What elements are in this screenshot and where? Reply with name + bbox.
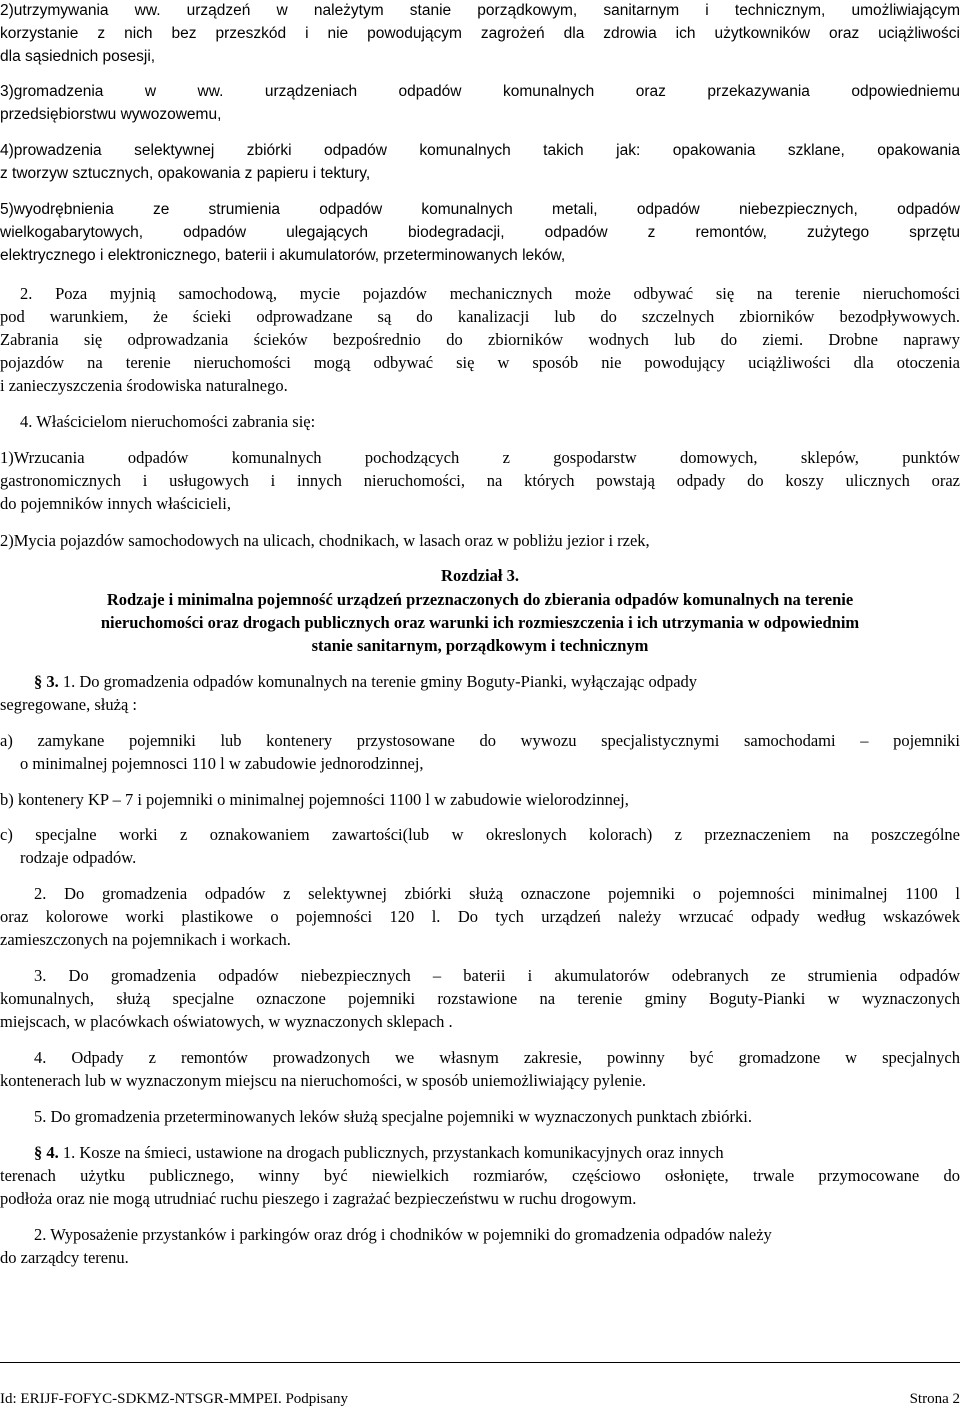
text-line: 2. Poza myjnią samochodową, mycie pojazdów mechanicznych może odbywać się na terenie nieruchomości — [20, 284, 960, 303]
text-line: dla sąsiednich posesji, — [0, 48, 156, 65]
text-line: 1)Wrzucania odpadów komunalnych pochodzących z gospodarstw domowych, sklepów, punktów — [0, 448, 960, 467]
footer-rule — [0, 1362, 960, 1363]
text-line: do zarządcy terenu. — [0, 1248, 129, 1267]
text-line: gastronomicznych i usługowych i innych nieruchomości, na których powstają odpady do koszy ulicznych oraz — [0, 471, 960, 490]
text-line: 3)gromadzenia w ww. urządzeniach odpadów komunalnych oraz przekazywania odpowiedniemu — [0, 83, 960, 100]
text-line: kontenerach lub w wyznaczonym miejscu na nieruchomości, w sposób uniemożliwiający pylenie. — [0, 1071, 647, 1090]
text-line: korzystanie z nich bez przeszkód i nie powodującym zagrożeń dla zdrowia ich użytkowników oraz uciążliwości — [0, 25, 960, 42]
chapter-heading: Rodzaje i minimalna pojemność urządzeń przeznaczonych do zbierania odpadów komunalnych na terenie — [106, 590, 854, 609]
text-line: pojazdów na terenie nieruchomości mogą odbywać się w sposób nie powodujący uciążliwości dla otoczenia — [0, 353, 960, 372]
section-mark: § 4. — [34, 1143, 59, 1162]
page-number: Strona 2 — [909, 1391, 960, 1407]
text-line: wielkogabarytowych, odpadów ulegających biodegradacji, odpadów z remontów, zużytego sprzętu — [0, 224, 960, 241]
text-line: komunalnych, służą specjalne oznaczone pojemniki rozstawione na terenie gminy Boguty-Pianki w wyznaczonych — [0, 989, 960, 1008]
text-line: 4)prowadzenia selektywnej zbiórki odpadów komunalnych takich jak: opakowania szklane, opakowania — [0, 142, 960, 159]
chapter-heading: stanie sanitarnym, porządkowym i technicznym — [311, 636, 649, 655]
text-line: 2)Mycia pojazdów samochodowych na ulicach, chodnikach, w lasach oraz w pobliżu jezior i rzek, — [0, 531, 650, 550]
text-line: 2)utrzymywania ww. urządzeń w należytym stanie porządkowym, sanitarnym i technicznym, umożliwiającym — [0, 2, 960, 19]
chapter-title: Rozdział 3. — [441, 566, 519, 585]
chapter-heading: nieruchomości oraz drogach publicznych oraz warunki ich rozmieszczenia i ich utrzymania w odpowiednim — [100, 613, 860, 632]
text-line: Zabrania się odprowadzania ścieków bezpośrednio do zbiorników wodnych lub do ziemi. Drobne naprawy — [0, 330, 960, 349]
document-id: Id: ERIJF-FOFYC-SDKMZ-NTSGR-MMPEI. Podpisany — [0, 1391, 348, 1407]
text-line: 2. Wyposażenie przystanków i parkingów oraz dróg i chodników w pojemniki do gromadzenia odpadów należy — [34, 1225, 772, 1244]
text-line: 5. Do gromadzenia przeterminowanych leków służą specjalne pojemniki w wyznaczonych punktach zbiórki. — [34, 1107, 752, 1126]
text-line: zamieszczonych na pojemnikach i workach. — [0, 930, 291, 949]
text-line: 2. Do gromadzenia odpadów z selektywnej zbiórki służą oznaczone pojemniki o pojemności minimalnej 1100 l — [34, 884, 960, 903]
text-line: 5)wyodrębnienia ze strumienia odpadów komunalnych metali, odpadów niebezpiecznych, odpadów — [0, 201, 960, 218]
text-line: do pojemników innych właścicieli, — [0, 494, 231, 513]
text-line: o minimalnej pojemnosci 110 l w zabudowie jednorodzinnej, — [20, 754, 424, 773]
text-line: i zanieczyszczenia środowiska naturalnego. — [0, 376, 288, 395]
text-line: a) zamykane pojemniki lub kontenery przystosowane do wywozu specjalistycznymi samochodami – pojemniki — [0, 731, 960, 750]
text-line: c) specjalne worki z oznakowaniem zawartości(lub w okreslonych kolorach) z przeznaczeniem na poszczególne — [0, 825, 960, 844]
text-line: 4. Odpady z remontów prowadzonych we własnym zakresie, powinny być gromadzone w specjalnych — [34, 1048, 960, 1067]
text-line: oraz kolorowe worki plastikowe o pojemności 120 l. Do tych urządzeń należy wrzucać odpady według wskazówek — [0, 907, 960, 926]
text-line: pod warunkiem, że ścieki odprowadzane są do kanalizacji lub do szczelnych zbiorników bezodpływowych. — [0, 307, 960, 326]
text-line: 1. Do gromadzenia odpadów komunalnych na terenie gminy Boguty-Pianki, wyłączając odpady — [62, 672, 698, 691]
text-line: 4. Właścicielom nieruchomości zabrania się: — [20, 412, 316, 431]
text-line: 1. Kosze na śmieci, ustawione na drogach publicznych, przystankach komunikacyjnych oraz innych — [62, 1143, 724, 1162]
text-line: terenach użytku publicznego, winny być niewielkich rozmiarów, częściowo osłonięte, trwale przymocowane do — [0, 1166, 960, 1185]
text-line: elektrycznego i elektronicznego, baterii i akumulatorów, przeterminowanych leków, — [0, 247, 566, 264]
text-line: miejscach, w placówkach oświatowych, w wyznaczonych sklepach . — [0, 1012, 453, 1031]
text-line: segregowane, służą : — [0, 695, 137, 714]
text-line: z tworzyw sztucznych, opakowania z papieru i tektury, — [0, 165, 371, 182]
text-line: b) kontenery KP – 7 i pojemniki o minimalnej pojemności 1100 l w zabudowie wielorodzinnej, — [0, 790, 629, 809]
text-line: podłoża oraz nie mogą utrudniać ruchu pieszego i zagrażać bezpieczeństwu w ruchu drogowym. — [0, 1189, 637, 1208]
section-paragraph — [0, 1143, 960, 1163]
section-mark: § 3. — [34, 672, 59, 691]
section-paragraph — [0, 672, 960, 692]
text-line: rodzaje odpadów. — [20, 848, 137, 867]
text-line: 3. Do gromadzenia odpadów niebezpiecznych – baterii i akumulatorów odebranych ze strumienia odpadów — [34, 966, 960, 985]
text-line: przedsiębiorstwu wywozowemu, — [0, 106, 222, 123]
